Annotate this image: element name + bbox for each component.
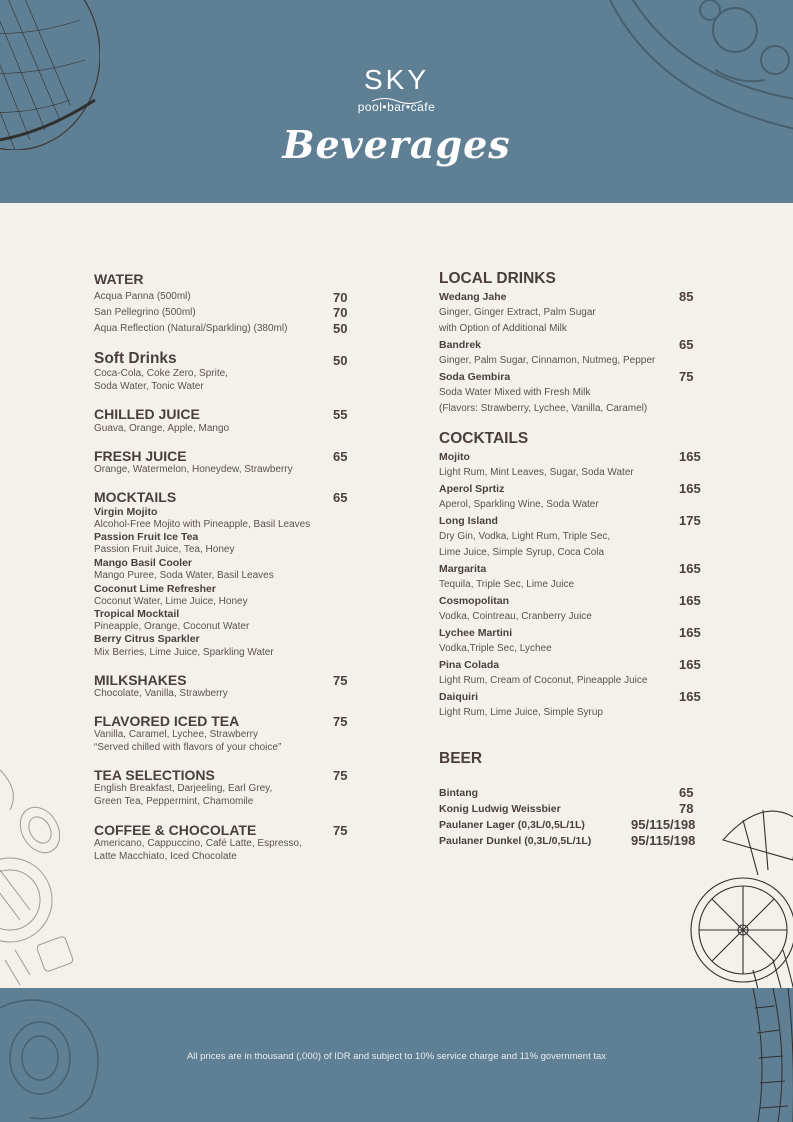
section-local-title: LOCAL DRINKS xyxy=(439,270,556,287)
cocktail-name: Margarita xyxy=(439,563,487,575)
water-item-name: Aqua Reflection (Natural/Sparkling) (380ml) xyxy=(94,323,288,334)
cocktail-price: 165 xyxy=(679,561,701,576)
soft-desc: Soda Water, Tonic Water xyxy=(94,381,204,392)
cocktail-name: Cosmopolitan xyxy=(439,595,509,607)
tea-price: 75 xyxy=(333,768,348,783)
beer-name: Bintang xyxy=(439,787,479,799)
local-item-price: 85 xyxy=(679,289,694,304)
fresh-price: 65 xyxy=(333,449,348,464)
beer-price: 65 xyxy=(679,785,694,800)
cocktail-price: 165 xyxy=(679,625,701,640)
icedtea-price: 75 xyxy=(333,714,348,729)
water-item-price: 70 xyxy=(333,305,348,320)
mocktail-desc: Mix Berries, Lime Juice, Sparkling Water xyxy=(94,647,274,658)
milkshakes-price: 75 xyxy=(333,673,348,688)
section-milkshakes-title: MILKSHAKES xyxy=(94,672,187,688)
section-chilled-title: CHILLED JUICE xyxy=(94,406,200,422)
mocktail-desc: Coconut Water, Lime Juice, Honey xyxy=(94,596,248,607)
page-title: Beverages xyxy=(282,122,511,167)
cocktail-price: 175 xyxy=(679,513,701,528)
footer-band xyxy=(0,988,793,1122)
brand-name: SKY xyxy=(363,64,430,95)
local-item-price: 75 xyxy=(679,369,694,384)
mocktail-name: Berry Citrus Sparkler xyxy=(94,633,200,645)
mocktail-desc: Alcohol-Free Mojito with Pineapple, Basil Leaves xyxy=(94,519,311,530)
cocktail-name: Mojito xyxy=(439,451,470,463)
cocktail-desc: Dry Gin, Vodka, Light Rum, Triple Sec, xyxy=(439,531,611,542)
cocktail-desc: Vodka, Cointreau, Cranberry Juice xyxy=(439,611,592,622)
beer-name: Paulaner Dunkel (0,3L/0,5L/1L) xyxy=(439,835,592,847)
section-water-title: WATER xyxy=(94,271,144,287)
cocktail-desc: Light Rum, Lime Juice, Simple Syrup xyxy=(439,707,603,718)
cocktail-desc: Light Rum, Mint Leaves, Sugar, Soda Water xyxy=(439,467,634,478)
coffee-desc: Americano, Cappuccino, Café Latte, Espresso, xyxy=(94,838,302,849)
soft-desc: Coca-Cola, Coke Zero, Sprite, xyxy=(94,368,228,379)
coffee-price: 75 xyxy=(333,823,348,838)
cocktail-name: Pina Colada xyxy=(439,659,500,671)
icedtea-note: “Served chilled with flavors of your choice” xyxy=(94,742,282,753)
local-item-desc: Soda Water Mixed with Fresh Milk xyxy=(439,387,591,398)
mocktails-price: 65 xyxy=(333,490,348,505)
beer-name: Konig Ludwig Weissbier xyxy=(439,803,561,815)
local-item-desc: with Option of Additional Milk xyxy=(439,323,567,334)
mocktail-name: Passion Fruit Ice Tea xyxy=(94,531,199,543)
water-item-name: Acqua Panna (500ml) xyxy=(94,291,191,302)
cocktail-name: Daiquiri xyxy=(439,691,479,703)
header-band xyxy=(0,0,793,203)
chilled-desc: Guava, Orange, Apple, Mango xyxy=(94,423,230,434)
section-soft-title: Soft Drinks xyxy=(94,350,177,367)
cocktail-desc: Lime Juice, Simple Syrup, Coca Cola xyxy=(439,547,605,558)
local-item-price: 65 xyxy=(679,337,694,352)
tea-desc: Green Tea, Peppermint, Chamomile xyxy=(94,796,254,807)
beer-price: 95/115/198 xyxy=(631,817,696,832)
section-coffee-title: COFFEE & CHOCOLATE xyxy=(94,822,257,838)
local-item-desc: (Flavors: Strawberry, Lychee, Vanilla, Caramel) xyxy=(439,403,648,414)
icedtea-desc: Vanilla, Caramel, Lychee, Strawberry xyxy=(94,729,258,740)
tea-desc: English Breakfast, Darjeeling, Earl Grey, xyxy=(94,783,273,794)
beer-name: Paulaner Lager (0,3L/0,5L/1L) xyxy=(439,819,585,831)
coffee-desc: Latte Macchiato, Iced Chocolate xyxy=(94,851,237,862)
cocktail-price: 165 xyxy=(679,657,701,672)
local-item-desc: Ginger, Palm Sugar, Cinnamon, Nutmeg, Pepper xyxy=(439,355,656,366)
cocktail-desc: Aperol, Sparkling Wine, Soda Water xyxy=(439,499,599,510)
mocktail-name: Mango Basil Cooler xyxy=(94,557,193,569)
water-item-price: 70 xyxy=(333,290,348,305)
beer-price: 78 xyxy=(679,801,694,816)
mocktail-name: Coconut Lime Refresher xyxy=(94,583,216,595)
cocktail-price: 165 xyxy=(679,689,701,704)
mocktail-name: Tropical Mocktail xyxy=(94,608,180,620)
soft-price: 50 xyxy=(333,353,348,368)
section-cocktails-title: COCKTAILS xyxy=(439,430,529,447)
mocktail-desc: Mango Puree, Soda Water, Basil Leaves xyxy=(94,570,274,581)
cocktail-name: Aperol Sprtiz xyxy=(439,483,505,495)
mocktail-desc: Passion Fruit Juice, Tea, Honey xyxy=(94,544,235,555)
fresh-desc: Orange, Watermelon, Honeydew, Strawberry xyxy=(94,464,293,475)
local-item-name: Bandrek xyxy=(439,339,482,351)
brand-tagline: pool•bar•cafe xyxy=(357,100,436,114)
cocktail-desc: Vodka,Triple Sec, Lychee xyxy=(439,643,552,654)
coconut-sketch-icon xyxy=(0,760,90,990)
cocktail-price: 165 xyxy=(679,481,701,496)
cocktail-desc: Tequila, Triple Sec, Lime Juice xyxy=(439,579,575,590)
section-fresh-title: FRESH JUICE xyxy=(94,448,187,464)
price-disclaimer: All prices are in thousand (,000) of IDR and subject to 10% service charge and 11% government tax xyxy=(186,1051,607,1062)
cocktail-price: 165 xyxy=(679,593,701,608)
local-item-name: Soda Gembira xyxy=(439,371,511,383)
section-mocktails-title: MOCKTAILS xyxy=(94,489,177,505)
water-item-name: San Pellegrino (500ml) xyxy=(94,307,196,318)
cocktail-name: Lychee Martini xyxy=(439,627,513,639)
local-item-desc: Ginger, Ginger Extract, Palm Sugar xyxy=(439,307,596,318)
section-icedtea-title: FLAVORED ICED TEA xyxy=(94,713,240,729)
water-item-price: 50 xyxy=(333,321,348,336)
cocktail-desc: Light Rum, Cream of Coconut, Pineapple Juice xyxy=(439,675,648,686)
section-beer-title: BEER xyxy=(439,750,483,767)
chilled-price: 55 xyxy=(333,407,348,422)
beer-price: 95/115/198 xyxy=(631,833,696,848)
section-tea-title: TEA SELECTIONS xyxy=(94,767,215,783)
milkshakes-desc: Chocolate, Vanilla, Strawberry xyxy=(94,688,228,699)
local-item-name: Wedang Jahe xyxy=(439,291,507,303)
mocktail-name: Virgin Mojito xyxy=(94,506,158,518)
cocktail-name: Long Island xyxy=(439,515,498,527)
cocktail-price: 165 xyxy=(679,449,701,464)
mocktail-desc: Pineapple, Orange, Coconut Water xyxy=(94,621,250,632)
